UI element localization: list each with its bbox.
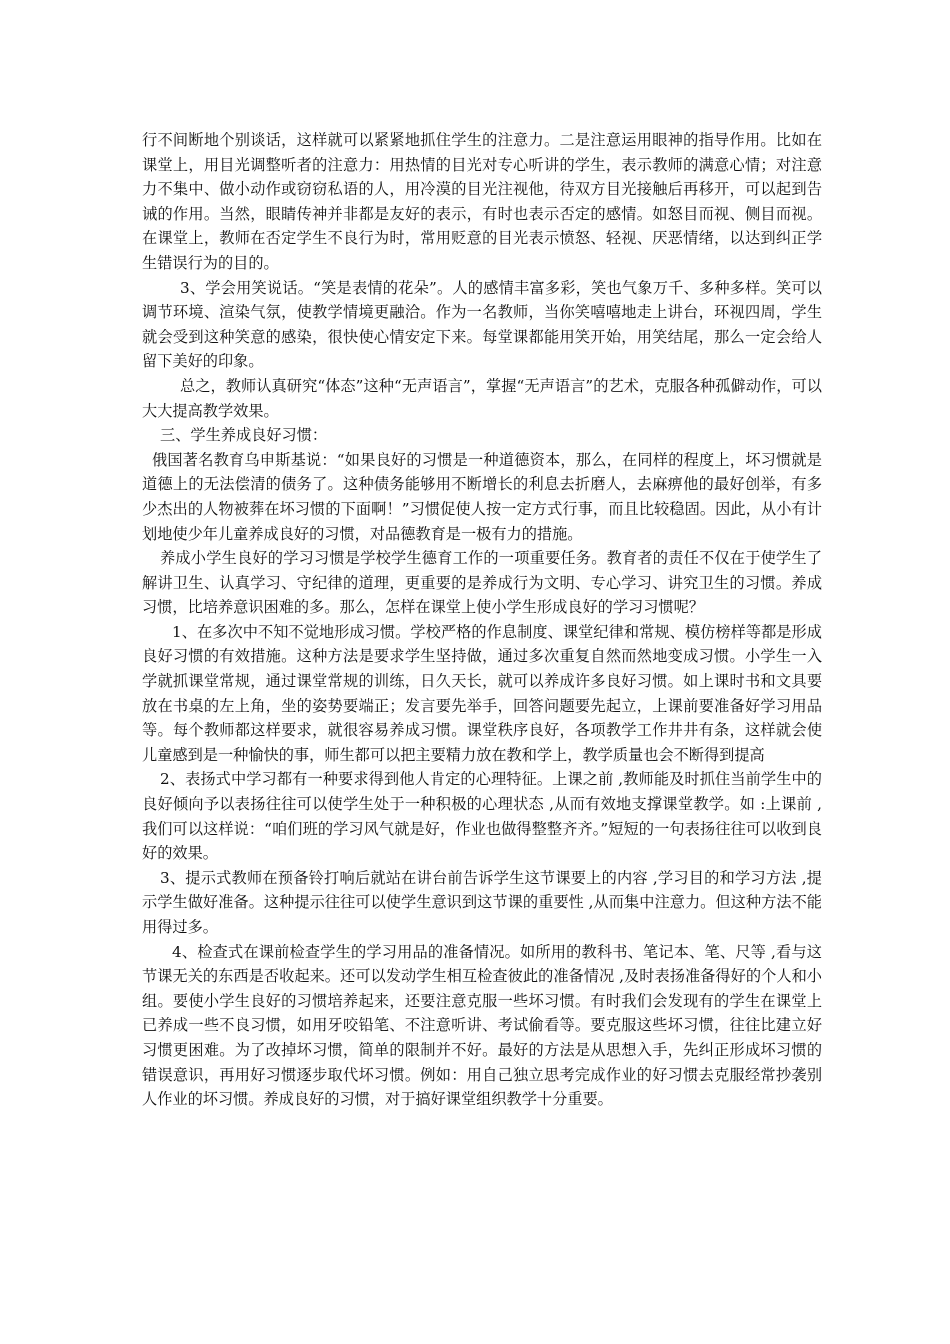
paragraph-point-2: 2、表扬式中学习都有一种要求得到他人肯定的心理特征。上课之前 ,教师能及时抓住当前学生中的良好倾向予以表扬往往可以使学生处于一种积极的心理状态 ,从而有效地支撑课堂教学。如 :上课前 ,我们可以这样说：“咱们班的学习风气就是好，作业也做得整整齐齐。”短短的一句表扬往往可以收到良好的效果。 xyxy=(142,770,822,863)
paragraph-ushinsky-quote: 俄国著名教育乌申斯基说：“如果良好的习惯是一种道德资本，那么，在同样的程度上，坏习惯就是道德上的无法偿清的债务了。这种债务能够用不断增长的利息去折磨人，去麻痹他的最好创举，有多少杰出的人物被葬在坏习惯的下面啊！”习惯促使人按一定方式行事，而且比较稳固。因此，从小有计划地使少年儿童养成良好的习惯，对品德教育是一极有力的措施。 xyxy=(142,450,822,543)
paragraph-smile: 3、学会用笑说话。“笑是表情的花朵”。人的感情丰富多彩，笑也气象万千、多种多样。笑可以调节环境、渲染气氛，使教学情境更融洽。作为一名教师，当你笑嘻嘻地走上讲台，环视四周，学生就会受到这种笑意的感染，很快使心情安定下来。每堂课都能用笑开始，用笑结尾，那么一定会给人留下美好的印象。 xyxy=(142,278,822,371)
document-page xyxy=(142,128,822,1112)
paragraph-habit-importance: 养成小学生良好的学习习惯是学校学生德育工作的一项重要任务。教育者的责任不仅在于使学生了解讲卫生、认真学习、守纪律的道理，更重要的是养成行为文明、专心学习、讲究卫生的习惯。养成习惯，比培养意识困难的多。那么，怎样在课堂上使小学生形成良好的学习习惯呢？ xyxy=(142,549,822,617)
paragraph-point-4: 4、检查式在课前检查学生的学习用品的准备情况。如所用的教科书、笔记本、笔、尺等 ,看与这节课无关的东西是否收起来。还可以发动学生相互检查彼此的准备情况 ,及时表扬准备得好的个人和小组。要使小学生良好的习惯培养起来，还要注意克服一些坏习惯。有时我们会发现有的学生在课堂上已养成一些不良习惯，如用牙咬铅笔、不注意听讲、考试偷看等。要克服这些坏习惯，往往比建立好习惯更困难。为了改掉坏习惯，简单的限制并不好。最好的方法是从思想入手，先纠正形成坏习惯的错误意识，再用好习惯逐步取代坏习惯。例如：用自己独立思考完成作业的好习惯去克服经常抄袭别人作业的坏习惯。养成良好的习惯，对于搞好课堂组织教学十分重要。 xyxy=(142,942,822,1109)
paragraph-point-3: 3、提示式教师在预备铃打响后就站在讲台前告诉学生这节课要上的内容 ,学习目的和学习方法 ,提示学生做好准备。这种提示往往可以使学生意识到这节课的重要性 ,从而集中注意力。但这种方法不能用得过多。 xyxy=(142,868,822,936)
paragraph-point-1: 1、在多次中不知不觉地形成习惯。学校严格的作息制度、课堂纪律和常规、模仿榜样等都是形成良好习惯的有效措施。这种方法是要求学生坚持做，通过多次重复自然而然地变成习惯。小学生一入学就抓课堂常规，通过课堂常规的训练，日久天长，就可以养成许多良好习惯。如上课时书和文具要放在书桌的左上角，坐的姿势要端正；发言要先举手，回答问题要先起立，上课前要准备好学习用品等。每个教师都这样要求，就很容易养成习惯。课堂秩序良好，各项教学工作井井有条，这样就会使儿童感到是一种愉快的事，师生都可以把主要精力放在教和学上，教学质量也会不断得到提高 xyxy=(142,622,822,764)
section-heading-good-habits: 三、学生养成良好习惯： xyxy=(160,426,328,445)
paragraph-eye-contact: 行不间断地个别谈话，这样就可以紧紧地抓住学生的注意力。二是注意运用眼神的指导作用。比如在课堂上，用目光调整听者的注意力：用热情的目光对专心听讲的学生，表示教师的满意心情；对注意力不集中、做小动作或窃窃私语的人，用冷漠的目光注视他，待双方目光接触后再移开，可以起到告诫的作用。当然，眼睛传神并非都是友好的表示，有时也表示否定的感情。如怒目而视、侧目而视。在课堂上，教师在否定学生不良行为时，常用贬意的目光表示愤怒、轻视、厌恶情绪，以达到纠正学生错误行为的目的。 xyxy=(142,131,822,272)
paragraph-summary: 总之，教师认真研究“体态”这种“无声语言”，掌握“无声语言”的艺术，克服各种孤僻动作，可以大大提高教学效果。 xyxy=(142,376,822,420)
